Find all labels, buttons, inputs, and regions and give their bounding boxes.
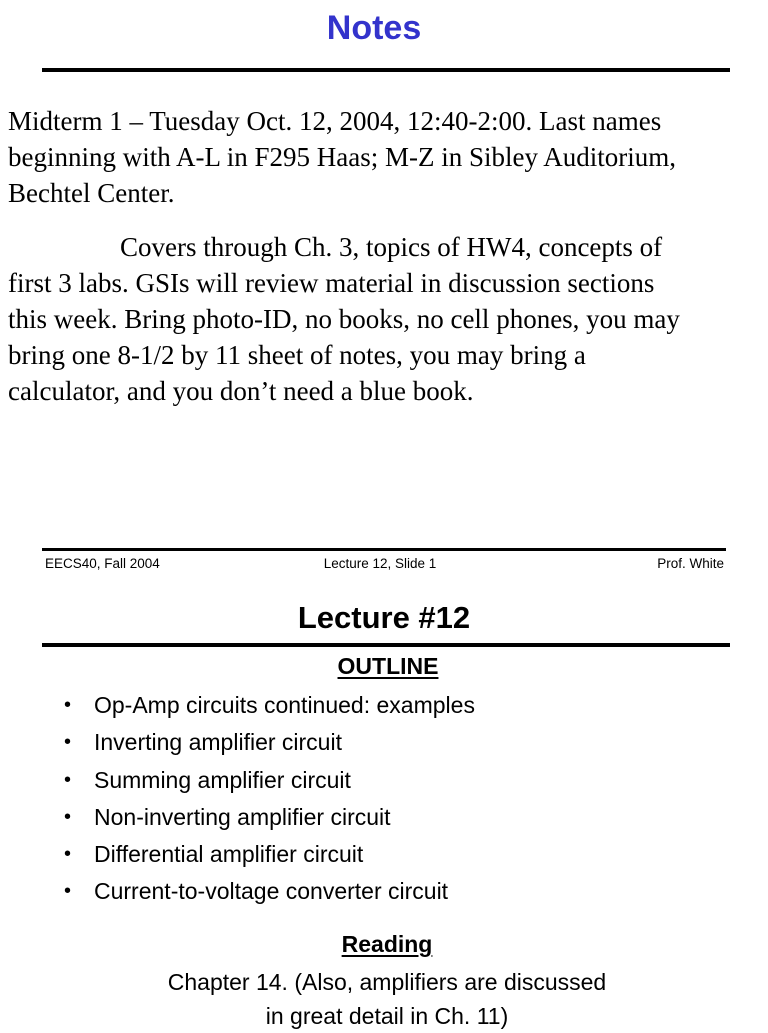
outline-item-text: Op-Amp circuits continued: examples bbox=[94, 692, 475, 718]
reading-text bbox=[0, 965, 768, 1033]
outline-item-text: Summing amplifier circuit bbox=[94, 766, 351, 793]
outline-item-text: Current-to-voltage converter circuit bbox=[94, 878, 449, 905]
bullet-icon: • bbox=[64, 694, 72, 716]
coverage-paragraph bbox=[8, 229, 763, 409]
outline-item bbox=[60, 799, 475, 836]
paragraph-line: calculator, and you don’t need a blue book. bbox=[8, 376, 474, 406]
outline-item bbox=[60, 724, 475, 761]
footer-divider bbox=[42, 548, 726, 551]
title-divider bbox=[42, 68, 730, 72]
bullet-icon: • bbox=[64, 768, 72, 791]
outline-item bbox=[60, 762, 475, 799]
slide1-title: Notes bbox=[326, 9, 422, 47]
outline-heading: OUTLINE bbox=[337, 653, 439, 679]
footer-slide-number: Lecture 12, Slide 1 bbox=[323, 556, 437, 571]
reading-line: in great detail in Ch. 11) bbox=[265, 1003, 509, 1029]
outline-item-text: Inverting amplifier circuit bbox=[94, 729, 342, 756]
paragraph-line: this week. Bring photo-ID, no books, no cell phones, you may bbox=[8, 304, 680, 334]
midterm-paragraph bbox=[8, 103, 763, 211]
reading-line: Chapter 14. (Also, amplifiers are discussed bbox=[167, 969, 607, 995]
paragraph-line: Covers through Ch. 3, topics of HW4, concepts of bbox=[120, 232, 663, 262]
outline-item bbox=[60, 836, 475, 873]
bullet-icon: • bbox=[64, 843, 72, 866]
footer-course: EECS40, Fall 2004 bbox=[45, 556, 160, 571]
title-divider bbox=[42, 643, 730, 647]
reading-heading: Reading bbox=[341, 931, 433, 957]
paragraph-line: first 3 labs. GSIs will review material in discussion sections bbox=[8, 268, 655, 298]
paragraph-line: Bechtel Center. bbox=[8, 178, 175, 208]
outline-item bbox=[60, 687, 475, 724]
bullet-icon: • bbox=[64, 805, 72, 828]
slide2-title: Lecture #12 bbox=[297, 600, 471, 635]
paragraph-line: bring one 8-1/2 by 11 sheet of notes, you may bring a bbox=[8, 340, 586, 370]
bullet-icon: • bbox=[64, 731, 72, 754]
outline-item-text: Non-inverting amplifier circuit bbox=[94, 803, 391, 830]
paragraph-line: Midterm 1 – Tuesday Oct. 12, 2004, 12:40-2:00. Last names bbox=[8, 106, 662, 136]
bullet-icon: • bbox=[64, 880, 72, 903]
outline-list bbox=[60, 687, 475, 911]
footer-instructor: Prof. White bbox=[657, 556, 724, 571]
outline-item bbox=[60, 873, 475, 910]
paragraph-line: beginning with A-L in F295 Haas; M-Z in Sibley Auditorium, bbox=[8, 142, 676, 172]
slide1-body bbox=[8, 103, 763, 409]
outline-item-text: Differential amplifier circuit bbox=[94, 841, 364, 868]
